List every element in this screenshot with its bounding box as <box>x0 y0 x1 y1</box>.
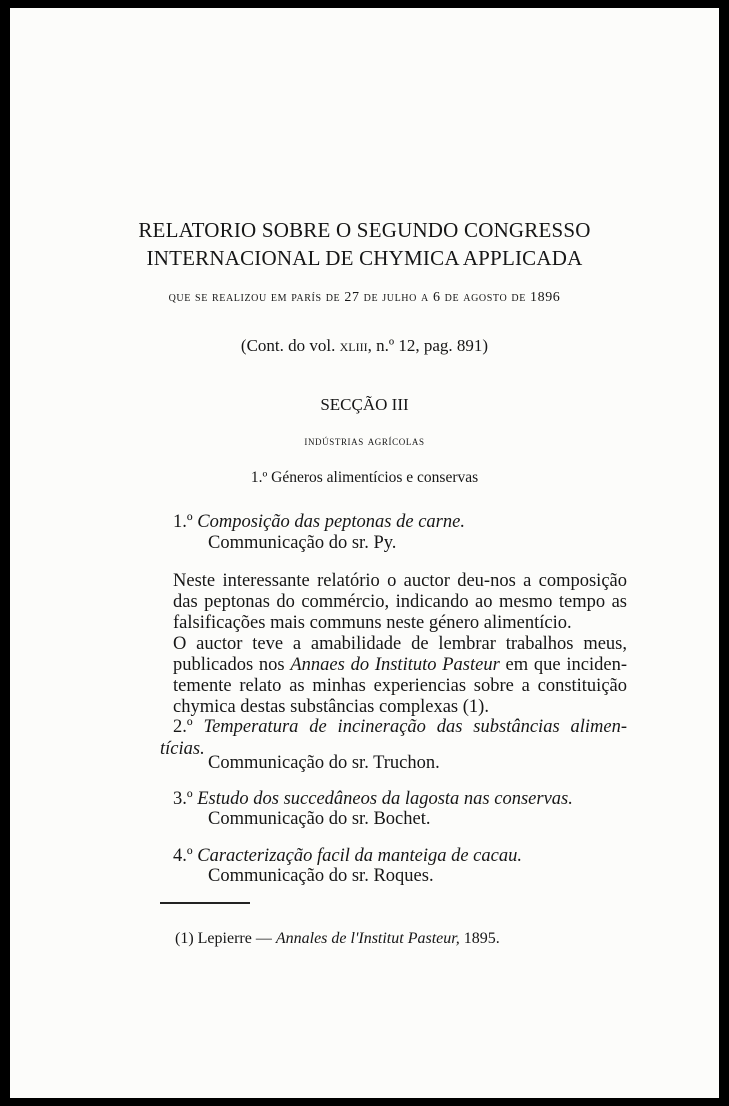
paragraph-2-journal: Annaes do Instituto Pasteur <box>290 655 500 675</box>
paragraph-2-line-1: O auctor teve a amabilidade de lembrar trabalhos meus, <box>173 634 627 654</box>
paragraph-2-line-4: chymica destas substâncias complexas (1). <box>173 697 489 717</box>
item-3-communication: Communicação do sr. Bochet. <box>208 809 431 829</box>
paragraph-1-line-2: das peptonas do commércio, indicando ao mesmo tempo as <box>173 592 627 612</box>
item-4-number: 4.º <box>173 846 193 866</box>
item-3-title: Estudo dos succedâneos da lagosta nas conservas. <box>197 789 573 809</box>
footnote-year: 1895. <box>459 930 500 947</box>
item-2-title-line-1-wrap <box>173 717 627 738</box>
item-1-communication: Communicação do sr. Py. <box>208 533 397 553</box>
item-2-title-line-1: Temperatura de incineração das substâncias alimen- <box>203 717 628 737</box>
section-subheading: 1.º Géneros alimentícios e conservas <box>250 469 479 486</box>
item-2-title-line-2-wrap <box>160 739 205 760</box>
continuation-prefix: (Cont. do vol. <box>240 336 340 355</box>
paragraph-2-line-2 <box>173 655 627 676</box>
footnote-source: Annales de l'Institut Pasteur, <box>275 930 460 947</box>
paragraph-2-line-2-post: em que inciden- <box>499 655 627 675</box>
item-1-title-line <box>173 512 465 533</box>
paragraph-2 <box>173 634 627 718</box>
item-1-number: 1.º <box>173 512 193 532</box>
paragraph-2-line-3: temente relato as minhas experiencias sobre a constituição <box>173 676 627 696</box>
item-3-title-line <box>173 789 573 810</box>
subtitle: que se realizou em parís de 27 de julho a 6 de agosto de 1896 <box>168 290 561 305</box>
title-line-2: INTERNACIONAL DE CHYMICA APPLICADA <box>146 246 583 270</box>
item-1-title: Composição das peptonas de carne. <box>197 512 465 532</box>
paragraph-1-line-3: falsificações mais communs neste género alimentício. <box>173 613 572 633</box>
paragraph-2-line-2-pre: publicados nos <box>173 655 291 675</box>
item-2-number: 2.º <box>173 717 193 737</box>
footnote <box>175 930 500 948</box>
footnote-marker: (1) Lepierre — <box>175 930 276 947</box>
item-4-communication: Communicação do sr. Roques. <box>208 866 434 886</box>
item-2-communication: Communicação do sr. Truchon. <box>208 753 440 773</box>
continuation-note <box>10 336 719 356</box>
paragraph-1 <box>173 571 627 634</box>
item-2-title-line <box>173 717 627 738</box>
item-2-title-line-2: tícias. <box>160 739 205 759</box>
title-line-1: RELATORIO SOBRE O SEGUNDO CONGRESSO <box>138 218 591 242</box>
item-3-number: 3.º <box>173 789 193 809</box>
paragraph-1-line-1: Neste interessante relatório o auctor deu-nos a composição <box>173 571 627 591</box>
item-4-title-line <box>173 846 522 867</box>
item-4-title: Caracterização facil da manteiga de cacau. <box>197 846 522 866</box>
section-heading: SECÇÃO III <box>320 395 409 414</box>
continuation-volume: xliii <box>339 336 368 355</box>
section-category: indústrias agrícolas <box>304 433 425 448</box>
document-page <box>10 8 719 1098</box>
footnote-rule <box>160 902 250 904</box>
continuation-suffix: , n.º 12, pag. 891) <box>367 336 489 355</box>
